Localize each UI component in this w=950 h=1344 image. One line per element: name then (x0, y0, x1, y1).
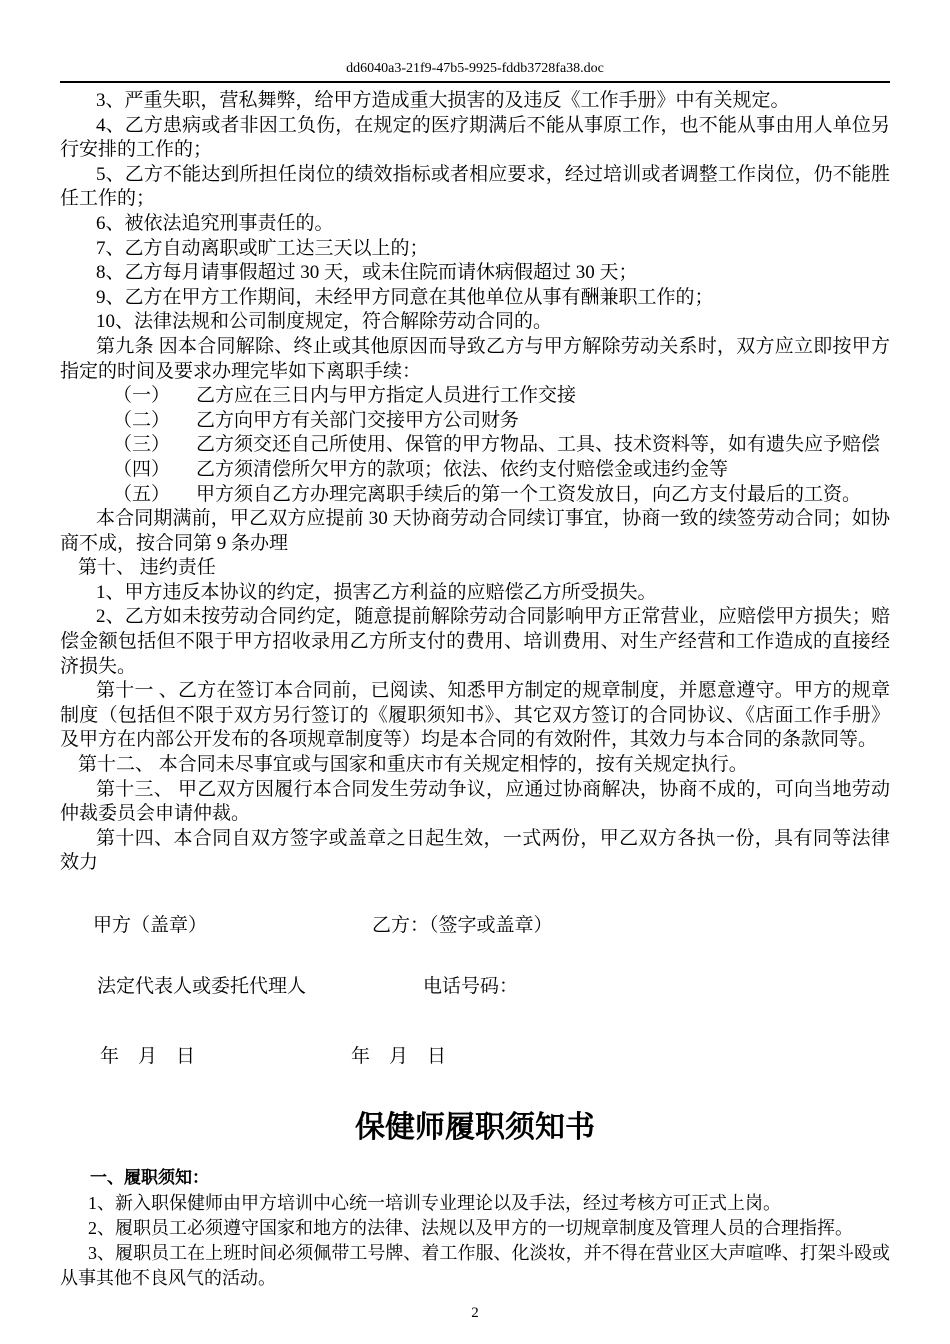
handover-item-text: 乙方须清偿所欠甲方的款项；依法、依约支付赔偿金或违约金等 (196, 458, 729, 480)
notice-title: 保健师履职须知书 (355, 1110, 595, 1145)
page-number: 2 (471, 1305, 479, 1321)
contract-paragraph: 7、乙方自动离职或旷工达三天以上的； (96, 237, 429, 259)
notice-item: 1、新入职保健师由甲方培训中心统一培训专业理论以及手法，经过考核方可正式上岗。 (88, 1193, 781, 1213)
handover-item-text: 乙方应在三日内与甲方指定人员进行工作交接 (196, 385, 577, 407)
handover-item (60, 384, 890, 409)
handover-item (60, 458, 890, 483)
contract-paragraph: 第十四、本合同自双方签字或盖章之日起生效，一式两份，甲乙双方各执一份，具有同等法律效力 (60, 827, 890, 874)
handover-item-number: （三） (113, 434, 171, 456)
contract-paragraph: 10、法律法规和公司制度规定，符合解除劳动合同的。 (96, 311, 553, 333)
contract-paragraph: 5、乙方不能达到所担任岗位的绩效指标或者相应要求，经过培训或者调整工作岗位，仍不能胜任工作的； (60, 163, 890, 210)
contract-paragraph: 本合同期满前，甲乙双方应提前 30 天协商劳动合同续订事宜，协商一致的续签劳动合同；如协商不成，按合同第 9 条办理 (60, 508, 890, 554)
notice-section-heading: 一、履职须知： (90, 1168, 209, 1188)
contract-paragraph: 3、严重失职，营私舞弊，给甲方造成重大损害的及违反《工作手册》中有关规定。 (96, 90, 790, 111)
date-field-party-a: 年 月 日 (100, 1046, 196, 1067)
document-content (60, 60, 890, 1322)
notice-item: 3、履职员工在上班时间必须佩带工号牌、着工作服、化淡妆，并不得在营业区大声喧哗、打架斗殴或从事其他不良风气的活动。 (60, 1243, 890, 1288)
document-header-filename: dd6040a3-21f9-47b5-9925-fddb3728fa38.doc (60, 60, 890, 83)
handover-item (60, 433, 890, 458)
contract-paragraph: 4、乙方患病或者非因工负伤，在规定的医疗期满后不能从事原工作，也不能从事由用人单位另行安排的工作的； (60, 114, 890, 161)
handover-item-text: 乙方向甲方有关部门交接甲方公司财务 (196, 409, 520, 431)
contract-paragraph: 第十一 、乙方在签订本合同前，已阅读、知悉甲方制定的规章制度，并愿意遵守。甲方的规章制度（包括但不限于双方另行签订的《履职须知书》、其它双方签订的合同协议、《店面工作手册》及甲方在内部公开发布的各项规章制度等）均是本合同的有效附件，其效力与本合同的条款同等。 (60, 680, 890, 751)
signature-row-seal (60, 910, 890, 935)
contract-paragraph: 1、甲方违反本协议的约定，损害乙方利益的应赔偿乙方所受损失。 (96, 581, 657, 603)
contract-paragraph: 8、乙方每月请事假超过 30 天，或未住院而请休病假超过 30 天； (96, 262, 638, 284)
legal-representative-label: 法定代表人或委托代理人 (97, 976, 307, 997)
handover-item-text: 乙方须交还自己所使用、保管的甲方物品、工具、技术资料等，如有遗失应予赔偿 (196, 434, 881, 456)
handover-item (60, 483, 890, 508)
contract-paragraph: 第十三、 甲乙双方因履行本合同发生劳动争议，应通过协商解决，协商不成的，可向当地劳动仲裁委员会申请仲裁。 (60, 778, 890, 825)
contract-paragraph: 第十二、 本合同未尽事宜或与国家和重庆市有关规定相悖的，按有关规定执行。 (78, 754, 748, 776)
party-a-seal-label: 甲方（盖章） (93, 915, 208, 936)
contract-paragraph: 9、乙方在甲方工作期间，未经甲方同意在其他单位从事有酬兼职工作的； (96, 286, 714, 308)
date-field-party-b: 年 月 日 (351, 1046, 447, 1067)
notice-item: 2、履职员工必须遵守国家和地方的法律、法规以及甲方的一切规章制度及管理人员的合理指挥。 (88, 1218, 853, 1238)
handover-item (60, 409, 890, 434)
signature-row-date (60, 1041, 890, 1066)
contract-paragraph: 第九条 因本合同解除、终止或其他原因而导致乙方与甲方解除劳动关系时，双方应立即按甲方指定的时间及要求办理完毕如下离职手续： (60, 335, 890, 382)
handover-item-number: （二） (113, 409, 171, 431)
handover-item-text: 甲方须自乙方办理完离职手续后的第一个工资发放日，向乙方支付最后的工资。 (196, 483, 862, 505)
party-b-sign-label: 乙方：（签字或盖章） (372, 915, 553, 936)
handover-item-number: （一） (113, 385, 171, 407)
handover-item-number: （四） (113, 458, 171, 480)
contract-paragraph: 6、被依法追究刑事责任的。 (96, 212, 334, 234)
handover-item-number: （五） (113, 483, 171, 505)
contract-body (60, 89, 890, 876)
phone-number-label: 电话号码： (423, 976, 519, 997)
signature-row-representative (60, 971, 890, 996)
contract-clause-heading: 第十、 违约责任 (78, 557, 216, 579)
contract-paragraph: 2、乙方如未按劳动合同约定，随意提前解除劳动合同影响甲方正常营业，应赔偿甲方损失；赔偿金额包括但不限于甲方招收录用乙方所支付的费用、培训费用、对生产经营和工作造成的直接经济损失。 (60, 606, 890, 677)
